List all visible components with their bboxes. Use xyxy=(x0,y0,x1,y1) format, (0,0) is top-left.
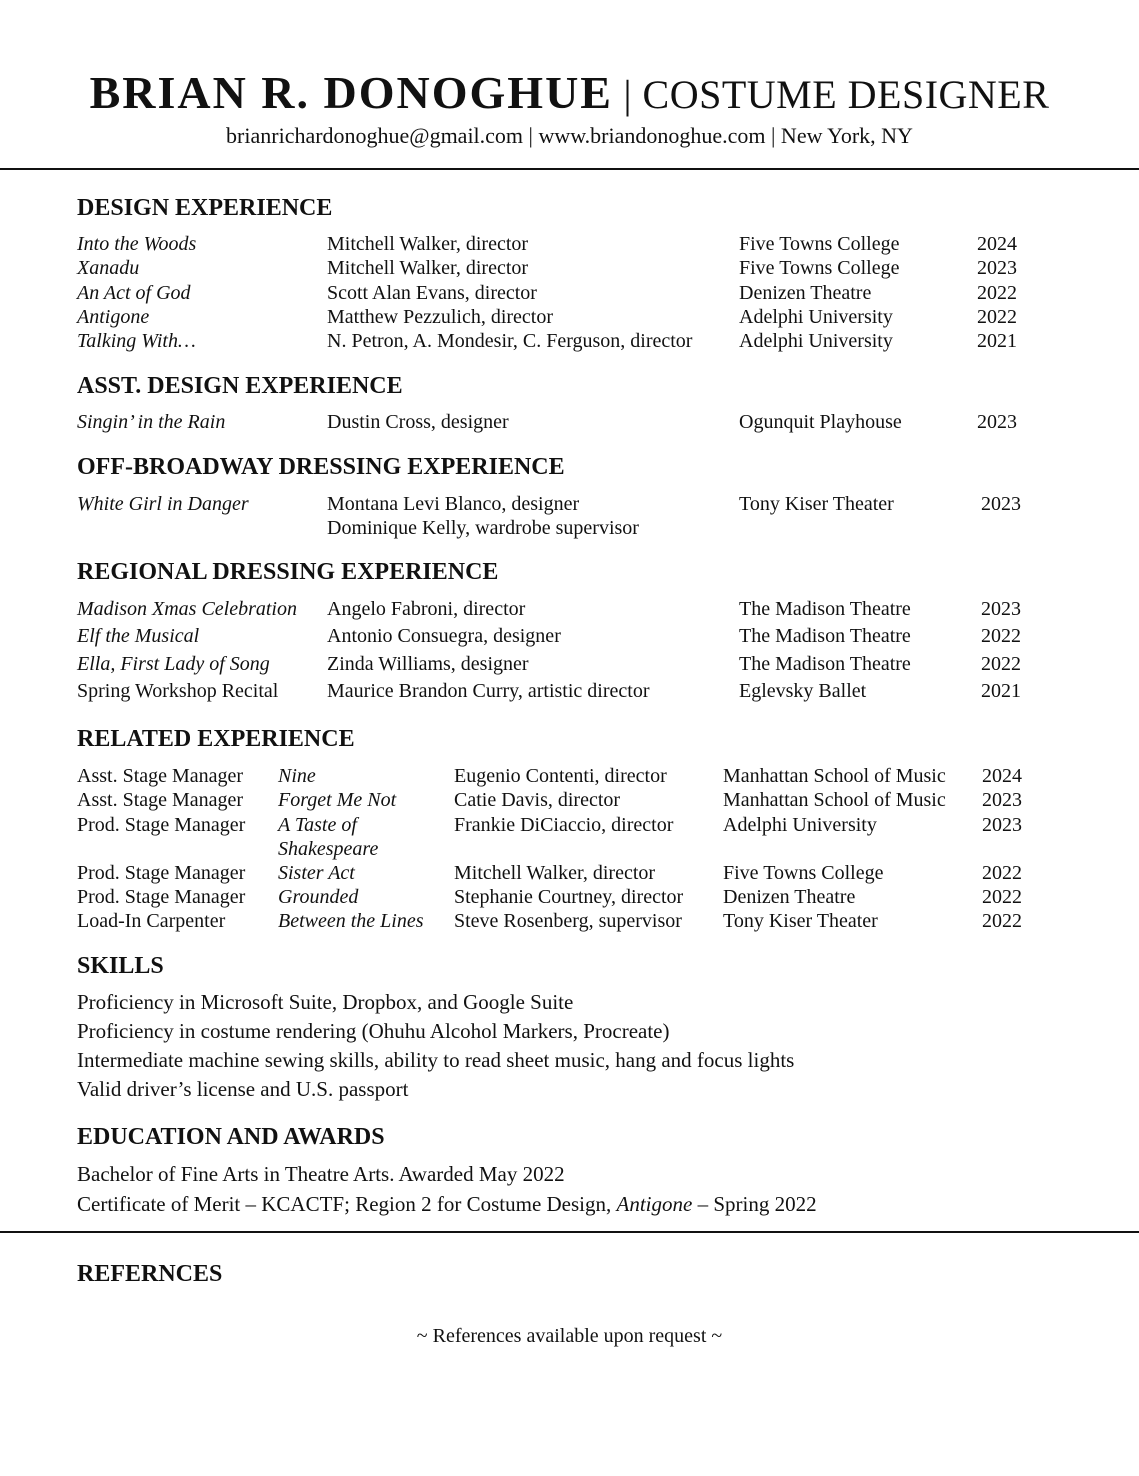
skill-item: Proficiency in Microsoft Suite, Dropbox, and Google Suite xyxy=(77,990,574,1014)
contact-line: brianrichardonoghue@gmail.com | www.briandonoghue.com | New York, NY xyxy=(226,123,913,148)
venue: Adelphi University xyxy=(739,306,893,328)
venue: The Madison Theatre xyxy=(739,598,911,620)
venue: Five Towns College xyxy=(739,257,900,279)
show-title: Elf the Musical xyxy=(77,625,200,647)
skill-item: Intermediate machine sewing skills, ability to read sheet music, hang and focus lights xyxy=(77,1048,795,1072)
design-row xyxy=(0,256,1139,280)
show-title: Nine xyxy=(278,765,316,787)
year: 2024 xyxy=(982,765,1022,787)
year: 2021 xyxy=(981,680,1021,702)
asst-design-row xyxy=(0,410,1139,434)
show-title: An Act of God xyxy=(77,282,191,304)
show-title: Between the Lines xyxy=(278,910,424,932)
skill-item: Valid driver’s license and U.S. passport xyxy=(77,1077,409,1101)
related-row-continued xyxy=(0,837,1139,861)
role: Prod. Stage Manager xyxy=(77,862,246,884)
credit-person: Dominique Kelly, wardrobe supervisor xyxy=(327,517,639,539)
venue: Five Towns College xyxy=(739,233,900,255)
award-show-title: Antigone xyxy=(616,1192,693,1216)
year: 2022 xyxy=(981,625,1021,647)
references-note: ~ References available upon request ~ xyxy=(416,1325,723,1347)
role: Prod. Stage Manager xyxy=(77,886,246,908)
credit-person: Stephanie Courtney, director xyxy=(454,886,684,908)
year: 2022 xyxy=(982,886,1022,908)
show-title: Into the Woods xyxy=(77,233,197,255)
resume-header xyxy=(0,66,1139,150)
regional-row xyxy=(0,679,1139,703)
credit-person: Mitchell Walker, director xyxy=(454,862,656,884)
award-date: – Spring 2022 xyxy=(692,1192,817,1216)
show-title: Ella, First Lady of Song xyxy=(77,653,270,675)
year: 2022 xyxy=(981,653,1021,675)
related-row xyxy=(0,861,1139,885)
related-row xyxy=(0,909,1139,933)
show-title: White Girl in Danger xyxy=(77,493,249,515)
education-degree: Bachelor of Fine Arts in Theatre Arts. Awarded May 2022 xyxy=(77,1162,565,1186)
show-title: Sister Act xyxy=(278,862,355,884)
credit-person: Catie Davis, director xyxy=(454,789,621,811)
related-row xyxy=(0,885,1139,909)
year: 2022 xyxy=(982,910,1022,932)
role: Asst. Stage Manager xyxy=(77,765,244,787)
award-text: Certificate of Merit – KCACTF; Region 2 for Costume Design, xyxy=(77,1192,617,1216)
related-row xyxy=(0,764,1139,788)
regional-heading: REGIONAL DRESSING EXPERIENCE xyxy=(77,559,499,585)
credit-person: Scott Alan Evans, director xyxy=(327,282,537,304)
design-heading: DESIGN EXPERIENCE xyxy=(77,195,333,221)
name-line xyxy=(0,66,1139,122)
venue: Denizen Theatre xyxy=(723,886,856,908)
year: 2023 xyxy=(977,257,1017,279)
credit-person: Mitchell Walker, director xyxy=(327,233,529,255)
references-heading: REFERNCES xyxy=(77,1261,223,1287)
credit-person: Steve Rosenberg, supervisor xyxy=(454,910,682,932)
venue: The Madison Theatre xyxy=(739,625,911,647)
venue: Five Towns College xyxy=(723,862,884,884)
regional-row xyxy=(0,624,1139,648)
related-heading: RELATED EXPERIENCE xyxy=(77,726,355,752)
off-broadway-heading: OFF-BROADWAY DRESSING EXPERIENCE xyxy=(77,454,565,480)
credit-person: Maurice Brandon Curry, artistic director xyxy=(327,680,650,702)
show-title: Talking With… xyxy=(77,330,196,352)
venue: Eglevsky Ballet xyxy=(739,680,867,702)
credit-person: Dustin Cross, designer xyxy=(327,411,509,433)
venue: Manhattan School of Music xyxy=(723,789,946,811)
year: 2024 xyxy=(977,233,1017,255)
regional-row xyxy=(0,597,1139,621)
regional-row xyxy=(0,652,1139,676)
name-separator: | xyxy=(613,72,643,117)
year: 2022 xyxy=(977,306,1017,328)
year: 2023 xyxy=(982,789,1022,811)
related-row xyxy=(0,788,1139,812)
credit-person: Matthew Pezzulich, director xyxy=(327,306,554,328)
asst-design-heading: ASST. DESIGN EXPERIENCE xyxy=(77,373,403,399)
year: 2023 xyxy=(977,411,1017,433)
credit-person: Angelo Fabroni, director xyxy=(327,598,526,620)
off-broadway-row xyxy=(0,492,1139,516)
credit-person: Frankie DiCiaccio, director xyxy=(454,814,674,836)
show-title: Grounded xyxy=(278,886,359,908)
job-title: COSTUME DESIGNER xyxy=(642,72,1050,117)
role: Load-In Carpenter xyxy=(77,910,226,932)
show-title: Singin’ in the Rain xyxy=(77,411,226,433)
role: Prod. Stage Manager xyxy=(77,814,246,836)
show-title: Madison Xmas Celebration xyxy=(77,598,297,620)
design-row xyxy=(0,305,1139,329)
role: Asst. Stage Manager xyxy=(77,789,244,811)
show-title: A Taste of xyxy=(278,814,357,836)
bottom-divider xyxy=(0,1231,1139,1233)
year: 2023 xyxy=(981,598,1021,620)
venue: Tony Kiser Theater xyxy=(739,493,894,515)
show-title: Antigone xyxy=(77,306,150,328)
design-row xyxy=(0,281,1139,305)
skills-heading: SKILLS xyxy=(77,953,164,979)
credit-person: Zinda Williams, designer xyxy=(327,653,529,675)
venue: The Madison Theatre xyxy=(739,653,911,675)
design-row xyxy=(0,329,1139,353)
top-divider xyxy=(0,168,1139,170)
related-row xyxy=(0,813,1139,837)
year: 2021 xyxy=(977,330,1017,352)
education-award xyxy=(77,1191,817,1217)
off-broadway-row-continued xyxy=(0,516,1139,540)
year: 2022 xyxy=(982,862,1022,884)
venue: Ogunquit Playhouse xyxy=(739,411,902,433)
venue: Manhattan School of Music xyxy=(723,765,946,787)
show-title: Forget Me Not xyxy=(278,789,397,811)
credit-person: Eugenio Contenti, director xyxy=(454,765,667,787)
year: 2022 xyxy=(977,282,1017,304)
venue: Adelphi University xyxy=(723,814,877,836)
person-name: BRIAN R. DONOGHUE xyxy=(89,67,613,118)
credit-person: N. Petron, A. Mondesir, C. Ferguson, director xyxy=(327,330,693,352)
show-title: Shakespeare xyxy=(278,838,379,860)
venue: Adelphi University xyxy=(739,330,893,352)
year: 2023 xyxy=(982,814,1022,836)
skill-item: Proficiency in costume rendering (Ohuhu Alcohol Markers, Procreate) xyxy=(77,1019,670,1043)
credit-person: Antonio Consuegra, designer xyxy=(327,625,561,647)
show-title: Xanadu xyxy=(77,257,140,279)
year: 2023 xyxy=(981,493,1021,515)
credit-person: Mitchell Walker, director xyxy=(327,257,529,279)
education-heading: EDUCATION AND AWARDS xyxy=(77,1124,385,1150)
show-title: Spring Workshop Recital xyxy=(77,680,279,702)
venue: Tony Kiser Theater xyxy=(723,910,878,932)
credit-person: Montana Levi Blanco, designer xyxy=(327,493,580,515)
design-row xyxy=(0,232,1139,256)
venue: Denizen Theatre xyxy=(739,282,872,304)
